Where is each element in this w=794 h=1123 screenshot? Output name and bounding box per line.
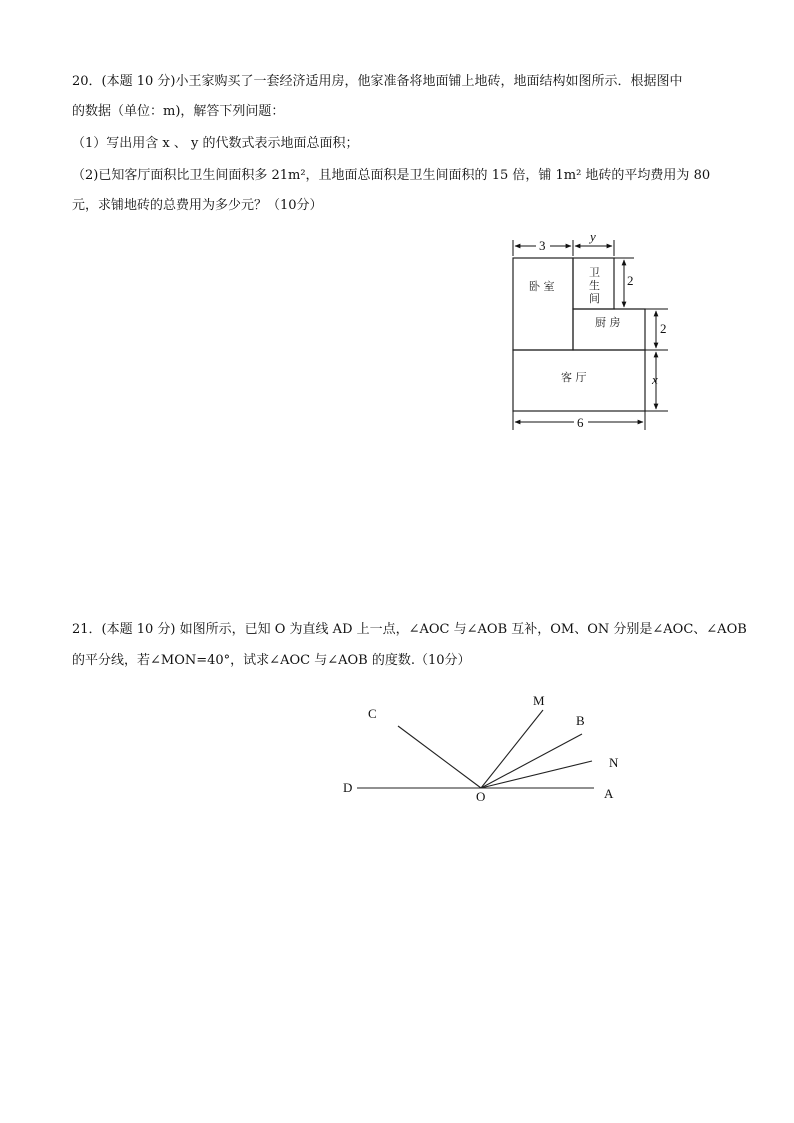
q20-part-2-line-2: 元，求铺地砖的总费用为多少元？（10分） (72, 198, 323, 213)
dim-top-width-label: 3 (539, 238, 546, 253)
ray-ob (481, 734, 582, 788)
point-n-label: N (609, 755, 619, 770)
q21-line-1: 21．(本题 10 分) 如图所示，已知 O 为直线 AD 上一点，∠AOC 与∠AOB 互补，OM、ON 分别是∠AOC、∠AOB (72, 622, 747, 637)
ray-oc (398, 726, 481, 788)
point-b-label: B (576, 713, 585, 728)
dim-x-label: x (652, 372, 658, 387)
q20-line-2: 的数据（单位：m)，解答下列问题： (72, 104, 285, 119)
kitchen-label: 厨 房 (595, 316, 621, 329)
q20-line-1: 20．(本题 10 分)小王家购买了一套经济适用房，他家准备将地面铺上地砖，地面结构如图所示．根据图中 (72, 74, 683, 89)
q20-part-2-line-1: （2)已知客厅面积比卫生间面积多 21m²，且地面总面积是卫生间面积的 15 倍，铺 1m² 地砖的平均费用为 80 (72, 168, 711, 183)
q21-line-2: 的平分线，若∠MON=40°，试求∠AOC 与∠AOB 的度数.（10分） (72, 653, 471, 668)
point-o-label: O (476, 789, 486, 804)
bathroom-label-3: 间 (589, 292, 600, 305)
ray-om (481, 710, 543, 788)
ray-on (481, 761, 592, 788)
dim-bath-height-label: 2 (627, 273, 634, 288)
bathroom-label-2: 生 (589, 279, 600, 292)
point-c-label: C (368, 706, 377, 721)
point-a-label: A (604, 786, 614, 801)
dim-kitchen-height-label: 2 (660, 321, 667, 336)
bedroom-label: 卧 室 (529, 280, 555, 293)
bathroom-label-1: 卫 (589, 266, 600, 279)
dim-y-label: y (590, 229, 596, 244)
dim-bottom-width-label: 6 (577, 415, 584, 430)
q20-part-1: （1）写出用含 x 、 y 的代数式表示地面总面积； (72, 136, 359, 151)
point-m-label: M (533, 693, 545, 708)
point-d-label: D (343, 780, 353, 795)
living-room-label: 客 厅 (561, 371, 587, 384)
